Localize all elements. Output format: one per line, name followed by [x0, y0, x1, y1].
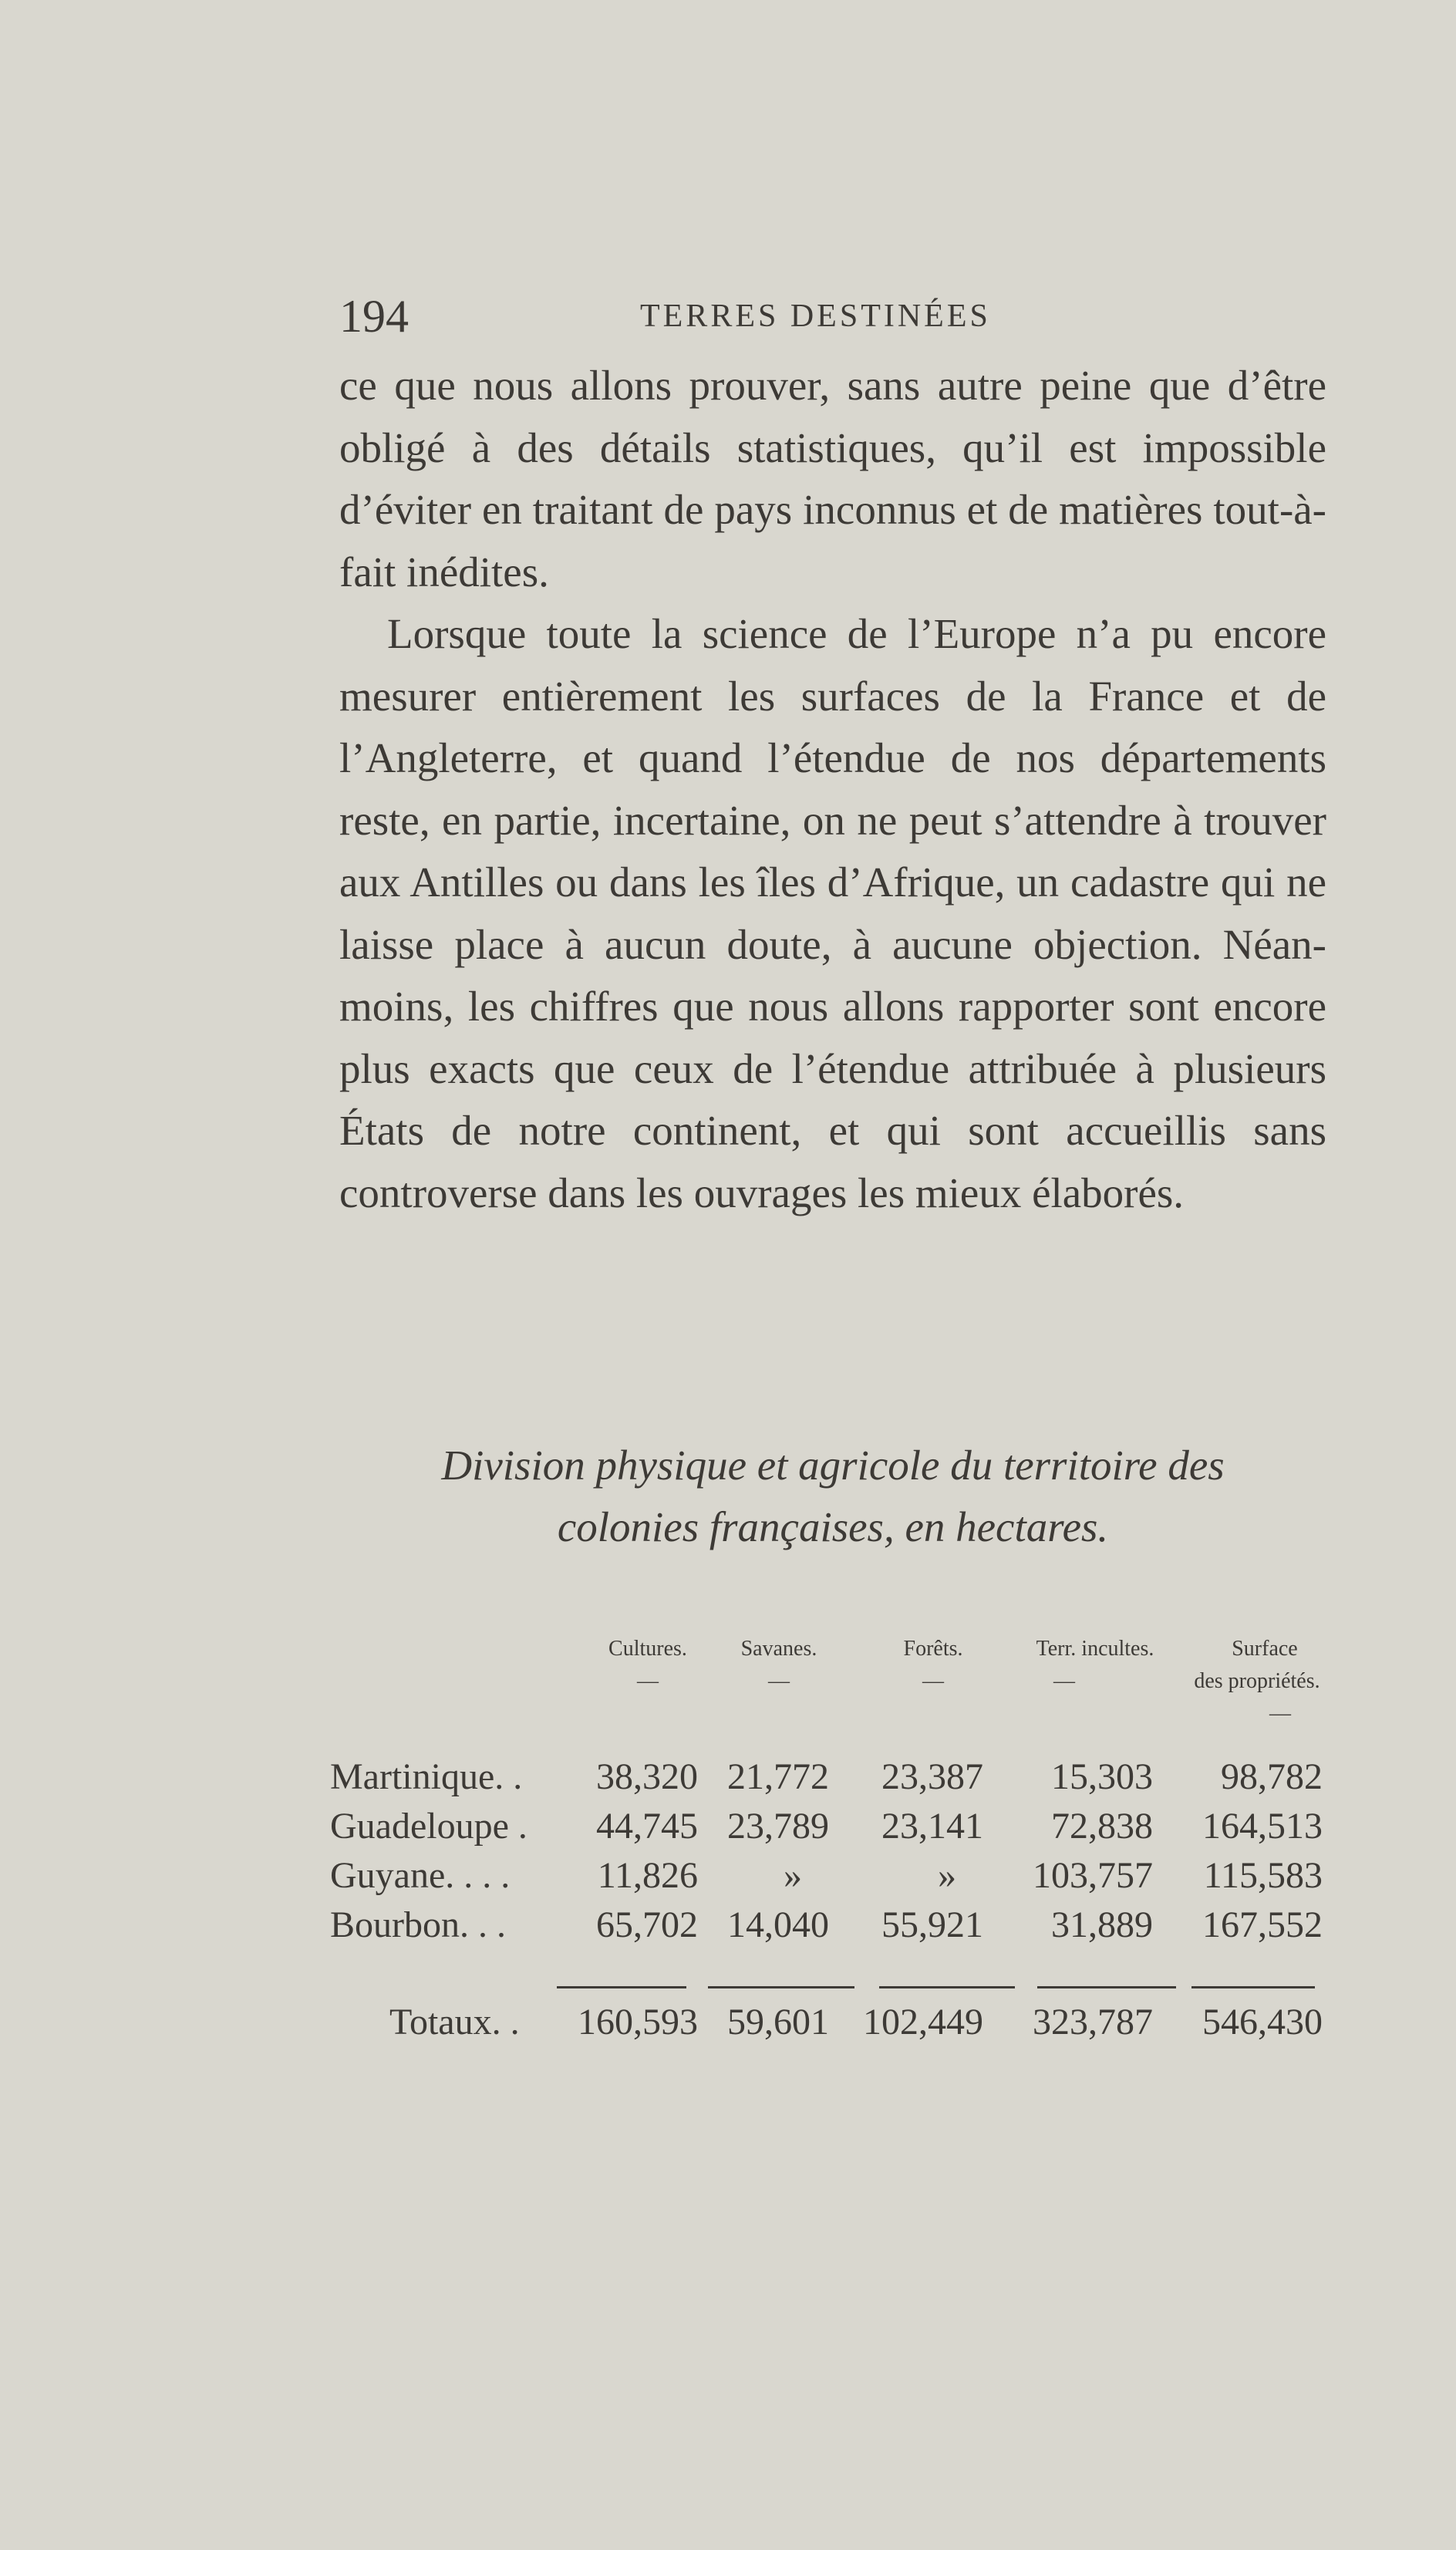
cell-savanes: 21,772 [727, 1756, 829, 1797]
column-dash-cultures: — [637, 1669, 659, 1693]
column-header-incultes: Terr. incultes. [1036, 1637, 1154, 1661]
cell-forets: 23,141 [881, 1806, 983, 1847]
row-label: Bourbon. . . [330, 1904, 506, 1945]
table-row [324, 1752, 1342, 1802]
cell-forets: » [938, 1855, 956, 1896]
cell-surface: 164,513 [1202, 1806, 1323, 1847]
cell-cultures: 44,745 [596, 1806, 698, 1847]
total-incultes: 323,787 [1033, 2002, 1153, 2042]
cell-cultures: 38,320 [596, 1756, 698, 1797]
cell-incultes: 15,303 [1051, 1756, 1153, 1797]
cell-surface: 167,552 [1202, 1904, 1323, 1945]
paragraph-2: Lorsque toute la science de l’Europe n’a pu encore mesurer entièrement les surfaces de la France et de l’Angleterre, et quand l’étendue de nos départements reste, en partie, incertaine, on ne peut s’attendre à trouver aux Antilles ou dans les îles d’Afrique, un cadastre qui ne laisse place à aucun doute, à aucune objection. Néanmoins, les chiffres que nous allons rapporter sont encore plus exacts que ceux de l’étendue attribuée à plusieurs États de notre continent, et qui sont accueillis sans controverse dans les ouvrages les mieux élaborés. [339, 610, 1326, 1216]
totals-row [324, 1998, 1342, 2047]
page-number: 194 [339, 291, 409, 342]
column-dash-savanes: — [768, 1669, 790, 1693]
column-header-forets: Forêts. [903, 1637, 963, 1661]
cell-forets: 23,387 [881, 1756, 983, 1797]
row-label: Guadeloupe . [330, 1806, 527, 1847]
totals-label: Totaux. . [389, 2002, 520, 2042]
sum-rule-incultes [1037, 1986, 1176, 1988]
cell-surface: 115,583 [1203, 1855, 1323, 1896]
body-text [339, 355, 1326, 1224]
column-dash-forets: — [922, 1669, 944, 1693]
cell-cultures: 65,702 [596, 1904, 698, 1945]
table-title [339, 1435, 1326, 1558]
cell-incultes: 103,757 [1033, 1855, 1153, 1896]
column-header-surface: Surface [1232, 1637, 1298, 1661]
table-row [324, 1802, 1342, 1851]
cell-incultes: 31,889 [1051, 1904, 1153, 1945]
sum-rule-forets [879, 1986, 1015, 1988]
cell-savanes: » [784, 1855, 802, 1896]
paragraph-1: ce que nous allons prouver, sans autre peine que d’être obligé à des détails statistiques, qu’il est impossible d’éviter en traitant de pays inconnus et de matières tout-à-fait inédites. [339, 362, 1326, 595]
column-header-cultures: Cultures. [608, 1637, 687, 1661]
cell-incultes: 72,838 [1051, 1806, 1153, 1847]
cell-surface: 98,782 [1221, 1756, 1323, 1797]
column-dash-surface: — [1269, 1702, 1291, 1725]
total-cultures: 160,593 [578, 2002, 698, 2042]
sum-rule-savanes [708, 1986, 854, 1988]
cell-cultures: 11,826 [597, 1855, 698, 1896]
page-header [339, 285, 1326, 347]
sum-rule-surface [1191, 1986, 1315, 1988]
column-header-savanes: Savanes. [740, 1637, 817, 1661]
cell-forets: 55,921 [881, 1904, 983, 1945]
table-row [324, 1851, 1342, 1901]
row-label: Martinique. . [330, 1756, 523, 1797]
total-savanes: 59,601 [727, 2002, 829, 2042]
row-label: Guyane. . . . [330, 1855, 511, 1896]
table-row [324, 1901, 1342, 1950]
column-header-surface-line-2: des propriétés. [1194, 1669, 1320, 1693]
column-dash-incultes: — [1053, 1669, 1075, 1693]
table-title-line-2: colonies françaises, en hectares. [557, 1503, 1109, 1550]
cell-savanes: 14,040 [727, 1904, 829, 1945]
sum-rule-cultures [557, 1986, 686, 1988]
total-forets: 102,449 [863, 2002, 983, 2042]
running-head: TERRES DESTINÉES [640, 299, 991, 334]
cell-savanes: 23,789 [727, 1806, 829, 1847]
table-title-line-1: Division physique et agricole du territoire des [441, 1442, 1225, 1489]
total-surface: 546,430 [1202, 2002, 1323, 2042]
